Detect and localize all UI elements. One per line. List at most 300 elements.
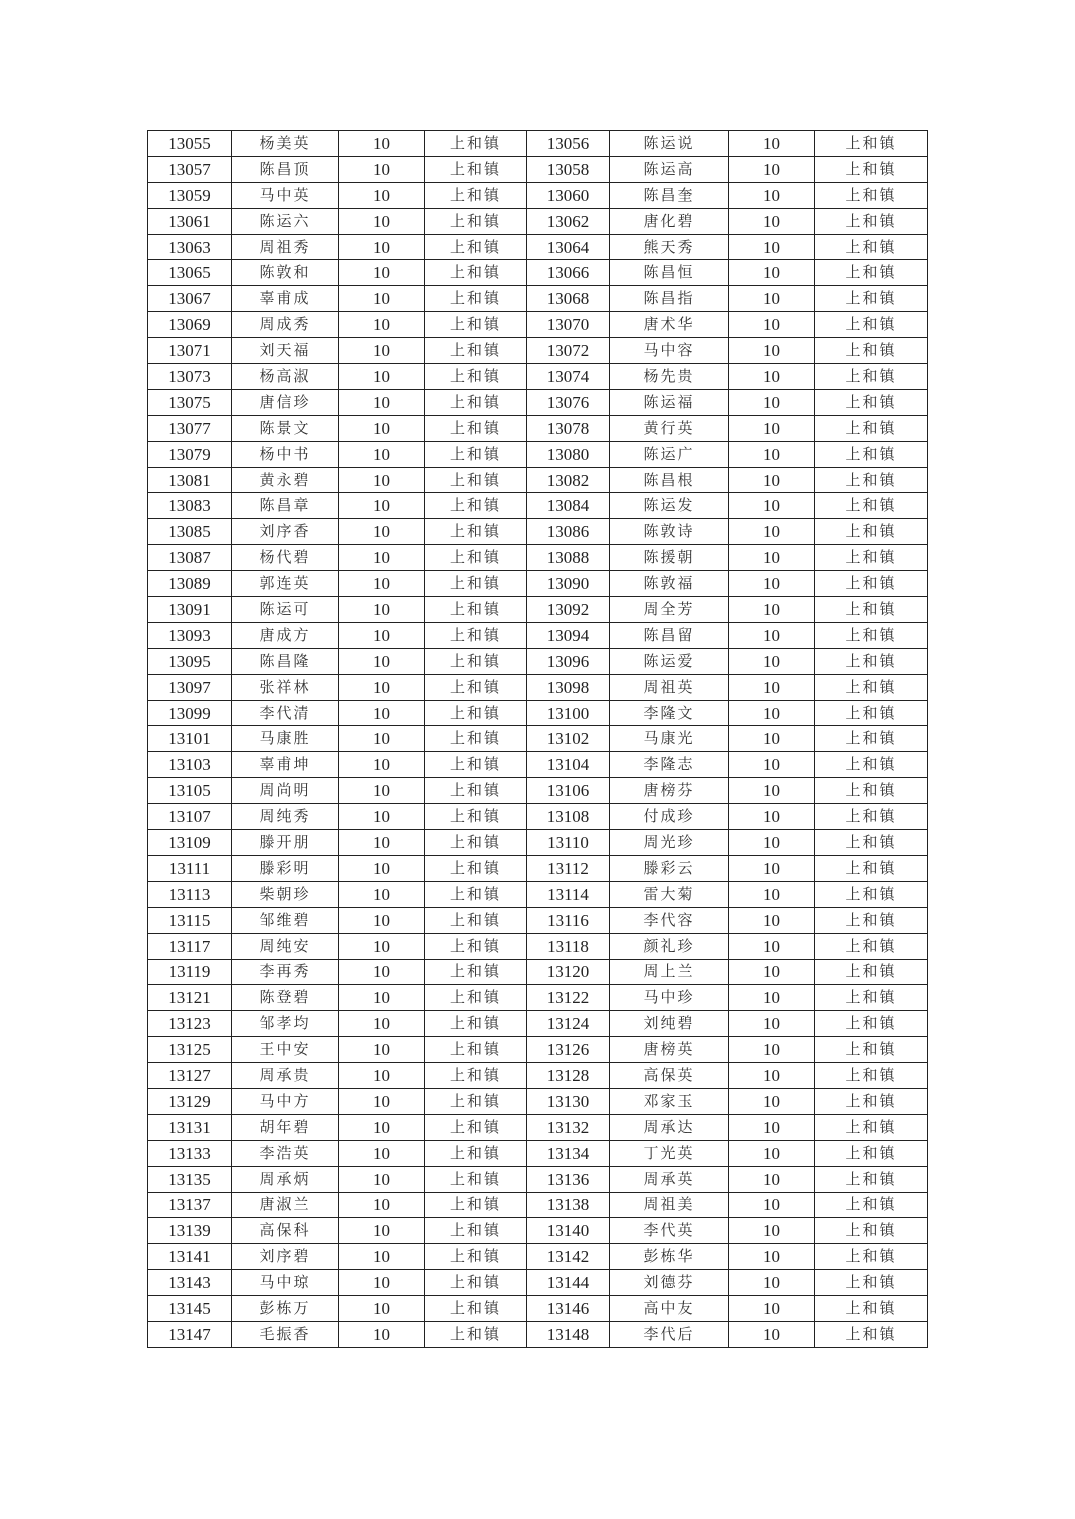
record-id-cell: 13124	[527, 1011, 610, 1037]
amount-cell: 10	[339, 312, 425, 338]
town-cell: 上和镇	[425, 1088, 527, 1114]
person-name-cell: 周成秀	[232, 312, 339, 338]
record-id-cell: 13137	[148, 1192, 232, 1218]
amount-cell: 10	[729, 131, 815, 157]
town-cell: 上和镇	[425, 1063, 527, 1089]
amount-cell: 10	[729, 182, 815, 208]
amount-cell: 10	[339, 286, 425, 312]
record-id-cell: 13128	[527, 1063, 610, 1089]
town-cell: 上和镇	[815, 260, 928, 286]
amount-cell: 10	[729, 493, 815, 519]
amount-cell: 10	[729, 286, 815, 312]
town-cell: 上和镇	[425, 804, 527, 830]
amount-cell: 10	[729, 959, 815, 985]
person-name-cell: 陈运广	[610, 441, 729, 467]
town-cell: 上和镇	[425, 855, 527, 881]
amount-cell: 10	[729, 364, 815, 390]
person-name-cell: 胡年碧	[232, 1114, 339, 1140]
person-name-cell: 马康光	[610, 726, 729, 752]
person-name-cell: 丁光英	[610, 1140, 729, 1166]
record-id-cell: 13078	[527, 415, 610, 441]
amount-cell: 10	[729, 1088, 815, 1114]
record-id-cell: 13111	[148, 855, 232, 881]
town-cell: 上和镇	[815, 389, 928, 415]
town-cell: 上和镇	[815, 959, 928, 985]
amount-cell: 10	[729, 648, 815, 674]
person-name-cell: 刘德芬	[610, 1270, 729, 1296]
person-name-cell: 刘序香	[232, 519, 339, 545]
amount-cell: 10	[339, 493, 425, 519]
person-name-cell: 唐榜英	[610, 1037, 729, 1063]
record-id-cell: 13105	[148, 778, 232, 804]
table-row	[148, 389, 928, 415]
person-name-cell: 柴朝珍	[232, 881, 339, 907]
amount-cell: 10	[729, 622, 815, 648]
table-row	[148, 131, 928, 157]
record-id-cell: 13108	[527, 804, 610, 830]
person-name-cell: 杨中书	[232, 441, 339, 467]
amount-cell: 10	[339, 1037, 425, 1063]
table-row	[148, 726, 928, 752]
table-row	[148, 260, 928, 286]
amount-cell: 10	[729, 519, 815, 545]
amount-cell: 10	[729, 571, 815, 597]
amount-cell: 10	[729, 1321, 815, 1347]
person-name-cell: 陈昌恒	[610, 260, 729, 286]
table-row	[148, 1011, 928, 1037]
person-name-cell: 李代容	[610, 907, 729, 933]
amount-cell: 10	[339, 260, 425, 286]
record-id-cell: 13125	[148, 1037, 232, 1063]
town-cell: 上和镇	[425, 933, 527, 959]
person-name-cell: 马中方	[232, 1088, 339, 1114]
person-name-cell: 周纯秀	[232, 804, 339, 830]
table-row	[148, 830, 928, 856]
person-name-cell: 王中安	[232, 1037, 339, 1063]
amount-cell: 10	[339, 364, 425, 390]
amount-cell: 10	[729, 1192, 815, 1218]
amount-cell: 10	[729, 597, 815, 623]
amount-cell: 10	[729, 1063, 815, 1089]
town-cell: 上和镇	[425, 312, 527, 338]
amount-cell: 10	[729, 1270, 815, 1296]
person-name-cell: 毛振香	[232, 1321, 339, 1347]
record-id-cell: 13080	[527, 441, 610, 467]
person-name-cell: 邹维碧	[232, 907, 339, 933]
town-cell: 上和镇	[425, 622, 527, 648]
table-row	[148, 208, 928, 234]
person-name-cell: 滕彩云	[610, 855, 729, 881]
person-name-cell: 陈援朝	[610, 545, 729, 571]
town-cell: 上和镇	[815, 597, 928, 623]
town-cell: 上和镇	[815, 648, 928, 674]
person-name-cell: 高保英	[610, 1063, 729, 1089]
town-cell: 上和镇	[815, 1296, 928, 1322]
record-id-cell: 13113	[148, 881, 232, 907]
person-name-cell: 陈敦福	[610, 571, 729, 597]
town-cell: 上和镇	[815, 208, 928, 234]
town-cell: 上和镇	[815, 1114, 928, 1140]
town-cell: 上和镇	[425, 182, 527, 208]
town-cell: 上和镇	[815, 519, 928, 545]
record-id-cell: 13133	[148, 1140, 232, 1166]
person-name-cell: 周纯安	[232, 933, 339, 959]
record-id-cell: 13141	[148, 1244, 232, 1270]
person-name-cell: 周全芳	[610, 597, 729, 623]
amount-cell: 10	[339, 1270, 425, 1296]
amount-cell: 10	[339, 1140, 425, 1166]
person-name-cell: 陈运发	[610, 493, 729, 519]
person-name-cell: 马中琼	[232, 1270, 339, 1296]
person-name-cell: 唐成方	[232, 622, 339, 648]
town-cell: 上和镇	[815, 752, 928, 778]
town-cell: 上和镇	[425, 1011, 527, 1037]
record-id-cell: 13060	[527, 182, 610, 208]
record-id-cell: 13097	[148, 674, 232, 700]
person-name-cell: 辜甫成	[232, 286, 339, 312]
table-row	[148, 493, 928, 519]
table-row	[148, 622, 928, 648]
record-id-cell: 13057	[148, 156, 232, 182]
record-id-cell: 13117	[148, 933, 232, 959]
person-name-cell: 陈敦和	[232, 260, 339, 286]
person-name-cell: 周祖美	[610, 1192, 729, 1218]
amount-cell: 10	[339, 830, 425, 856]
person-name-cell: 李隆文	[610, 700, 729, 726]
town-cell: 上和镇	[815, 804, 928, 830]
town-cell: 上和镇	[425, 1244, 527, 1270]
person-name-cell: 滕彩明	[232, 855, 339, 881]
record-id-cell: 13122	[527, 985, 610, 1011]
table-row	[148, 1166, 928, 1192]
town-cell: 上和镇	[815, 131, 928, 157]
person-name-cell: 付成珍	[610, 804, 729, 830]
person-name-cell: 陈运说	[610, 131, 729, 157]
table-row	[148, 286, 928, 312]
record-id-cell: 13140	[527, 1218, 610, 1244]
table-row	[148, 1218, 928, 1244]
roster-table	[147, 130, 928, 1348]
record-id-cell: 13062	[527, 208, 610, 234]
table-row	[148, 674, 928, 700]
table-row	[148, 597, 928, 623]
person-name-cell: 李代清	[232, 700, 339, 726]
person-name-cell: 黄行英	[610, 415, 729, 441]
town-cell: 上和镇	[425, 389, 527, 415]
amount-cell: 10	[339, 855, 425, 881]
table-row	[148, 1088, 928, 1114]
record-id-cell: 13063	[148, 234, 232, 260]
record-id-cell: 13086	[527, 519, 610, 545]
record-id-cell: 13102	[527, 726, 610, 752]
record-id-cell: 13129	[148, 1088, 232, 1114]
town-cell: 上和镇	[425, 726, 527, 752]
amount-cell: 10	[729, 752, 815, 778]
person-name-cell: 陈昌隆	[232, 648, 339, 674]
record-id-cell: 13068	[527, 286, 610, 312]
town-cell: 上和镇	[815, 182, 928, 208]
record-id-cell: 13098	[527, 674, 610, 700]
record-id-cell: 13069	[148, 312, 232, 338]
amount-cell: 10	[339, 1218, 425, 1244]
amount-cell: 10	[729, 338, 815, 364]
record-id-cell: 13079	[148, 441, 232, 467]
person-name-cell: 李代英	[610, 1218, 729, 1244]
town-cell: 上和镇	[815, 493, 928, 519]
record-id-cell: 13120	[527, 959, 610, 985]
amount-cell: 10	[339, 622, 425, 648]
town-cell: 上和镇	[425, 286, 527, 312]
person-name-cell: 周光珍	[610, 830, 729, 856]
amount-cell: 10	[729, 208, 815, 234]
person-name-cell: 陈登碧	[232, 985, 339, 1011]
table-row	[148, 338, 928, 364]
record-id-cell: 13082	[527, 467, 610, 493]
town-cell: 上和镇	[425, 208, 527, 234]
table-row	[148, 1192, 928, 1218]
amount-cell: 10	[729, 933, 815, 959]
person-name-cell: 李隆志	[610, 752, 729, 778]
record-id-cell: 13066	[527, 260, 610, 286]
record-id-cell: 13067	[148, 286, 232, 312]
table-row	[148, 985, 928, 1011]
amount-cell: 10	[339, 338, 425, 364]
record-id-cell: 13077	[148, 415, 232, 441]
town-cell: 上和镇	[425, 338, 527, 364]
amount-cell: 10	[339, 1321, 425, 1347]
record-id-cell: 13090	[527, 571, 610, 597]
record-id-cell: 13138	[527, 1192, 610, 1218]
amount-cell: 10	[339, 1011, 425, 1037]
amount-cell: 10	[339, 752, 425, 778]
person-name-cell: 杨先贵	[610, 364, 729, 390]
person-name-cell: 唐榜芬	[610, 778, 729, 804]
record-id-cell: 13070	[527, 312, 610, 338]
record-id-cell: 13088	[527, 545, 610, 571]
person-name-cell: 陈昌根	[610, 467, 729, 493]
record-id-cell: 13142	[527, 1244, 610, 1270]
record-id-cell: 13085	[148, 519, 232, 545]
person-name-cell: 陈运福	[610, 389, 729, 415]
town-cell: 上和镇	[425, 415, 527, 441]
amount-cell: 10	[729, 881, 815, 907]
record-id-cell: 13064	[527, 234, 610, 260]
town-cell: 上和镇	[425, 985, 527, 1011]
record-id-cell: 13145	[148, 1296, 232, 1322]
amount-cell: 10	[729, 156, 815, 182]
table-row	[148, 1063, 928, 1089]
town-cell: 上和镇	[425, 1218, 527, 1244]
town-cell: 上和镇	[815, 1037, 928, 1063]
amount-cell: 10	[729, 700, 815, 726]
amount-cell: 10	[339, 881, 425, 907]
record-id-cell: 13083	[148, 493, 232, 519]
record-id-cell: 13103	[148, 752, 232, 778]
record-id-cell: 13093	[148, 622, 232, 648]
table-row	[148, 441, 928, 467]
town-cell: 上和镇	[425, 1114, 527, 1140]
record-id-cell: 13076	[527, 389, 610, 415]
record-id-cell: 13065	[148, 260, 232, 286]
person-name-cell: 邓家玉	[610, 1088, 729, 1114]
table-row	[148, 1114, 928, 1140]
amount-cell: 10	[729, 415, 815, 441]
amount-cell: 10	[339, 571, 425, 597]
town-cell: 上和镇	[815, 1063, 928, 1089]
record-id-cell: 13134	[527, 1140, 610, 1166]
person-name-cell: 周承贵	[232, 1063, 339, 1089]
amount-cell: 10	[339, 131, 425, 157]
person-name-cell: 彭栋华	[610, 1244, 729, 1270]
person-name-cell: 陈景文	[232, 415, 339, 441]
roster-table-body	[148, 131, 928, 1348]
record-id-cell: 13115	[148, 907, 232, 933]
amount-cell: 10	[339, 959, 425, 985]
town-cell: 上和镇	[815, 1011, 928, 1037]
record-id-cell: 13144	[527, 1270, 610, 1296]
person-name-cell: 陈昌指	[610, 286, 729, 312]
town-cell: 上和镇	[425, 260, 527, 286]
record-id-cell: 13075	[148, 389, 232, 415]
record-id-cell: 13130	[527, 1088, 610, 1114]
record-id-cell: 13110	[527, 830, 610, 856]
amount-cell: 10	[729, 1037, 815, 1063]
person-name-cell: 唐术华	[610, 312, 729, 338]
record-id-cell: 13106	[527, 778, 610, 804]
record-id-cell: 13135	[148, 1166, 232, 1192]
person-name-cell: 高中友	[610, 1296, 729, 1322]
town-cell: 上和镇	[815, 700, 928, 726]
town-cell: 上和镇	[815, 467, 928, 493]
record-id-cell: 13072	[527, 338, 610, 364]
record-id-cell: 13119	[148, 959, 232, 985]
town-cell: 上和镇	[425, 545, 527, 571]
record-id-cell: 13121	[148, 985, 232, 1011]
town-cell: 上和镇	[815, 1270, 928, 1296]
person-name-cell: 唐化碧	[610, 208, 729, 234]
town-cell: 上和镇	[425, 364, 527, 390]
table-row	[148, 752, 928, 778]
table-row	[148, 312, 928, 338]
table-row	[148, 156, 928, 182]
amount-cell: 10	[729, 389, 815, 415]
town-cell: 上和镇	[425, 907, 527, 933]
town-cell: 上和镇	[425, 1037, 527, 1063]
record-id-cell: 13107	[148, 804, 232, 830]
town-cell: 上和镇	[815, 1166, 928, 1192]
town-cell: 上和镇	[815, 415, 928, 441]
table-row	[148, 855, 928, 881]
town-cell: 上和镇	[425, 959, 527, 985]
person-name-cell: 彭栋万	[232, 1296, 339, 1322]
record-id-cell: 13055	[148, 131, 232, 157]
person-name-cell: 周承英	[610, 1166, 729, 1192]
person-name-cell: 高保科	[232, 1218, 339, 1244]
town-cell: 上和镇	[425, 881, 527, 907]
amount-cell: 10	[339, 726, 425, 752]
person-name-cell: 滕开朋	[232, 830, 339, 856]
person-name-cell: 周上兰	[610, 959, 729, 985]
person-name-cell: 马中珍	[610, 985, 729, 1011]
amount-cell: 10	[339, 1244, 425, 1270]
person-name-cell: 唐信珍	[232, 389, 339, 415]
person-name-cell: 李再秀	[232, 959, 339, 985]
amount-cell: 10	[339, 648, 425, 674]
table-row	[148, 1270, 928, 1296]
record-id-cell: 13073	[148, 364, 232, 390]
amount-cell: 10	[729, 467, 815, 493]
amount-cell: 10	[339, 1063, 425, 1089]
amount-cell: 10	[729, 545, 815, 571]
person-name-cell: 颜礼珍	[610, 933, 729, 959]
amount-cell: 10	[339, 182, 425, 208]
town-cell: 上和镇	[425, 752, 527, 778]
record-id-cell: 13061	[148, 208, 232, 234]
town-cell: 上和镇	[425, 1166, 527, 1192]
town-cell: 上和镇	[815, 726, 928, 752]
record-id-cell: 13114	[527, 881, 610, 907]
town-cell: 上和镇	[425, 1270, 527, 1296]
record-id-cell: 13089	[148, 571, 232, 597]
amount-cell: 10	[339, 1166, 425, 1192]
record-id-cell: 13116	[527, 907, 610, 933]
record-id-cell: 13132	[527, 1114, 610, 1140]
town-cell: 上和镇	[425, 441, 527, 467]
record-id-cell: 13094	[527, 622, 610, 648]
person-name-cell: 陈运爱	[610, 648, 729, 674]
town-cell: 上和镇	[815, 1218, 928, 1244]
person-name-cell: 马中英	[232, 182, 339, 208]
record-id-cell: 13092	[527, 597, 610, 623]
amount-cell: 10	[729, 1244, 815, 1270]
record-id-cell: 13139	[148, 1218, 232, 1244]
amount-cell: 10	[339, 519, 425, 545]
amount-cell: 10	[339, 985, 425, 1011]
table-row	[148, 234, 928, 260]
record-id-cell: 13084	[527, 493, 610, 519]
record-id-cell: 13136	[527, 1166, 610, 1192]
town-cell: 上和镇	[815, 985, 928, 1011]
table-row	[148, 182, 928, 208]
town-cell: 上和镇	[815, 1321, 928, 1347]
amount-cell: 10	[339, 700, 425, 726]
person-name-cell: 周祖英	[610, 674, 729, 700]
person-name-cell: 邹孝均	[232, 1011, 339, 1037]
town-cell: 上和镇	[815, 881, 928, 907]
record-id-cell: 13146	[527, 1296, 610, 1322]
table-row	[148, 881, 928, 907]
amount-cell: 10	[729, 1296, 815, 1322]
person-name-cell: 刘天福	[232, 338, 339, 364]
record-id-cell: 13147	[148, 1321, 232, 1347]
amount-cell: 10	[339, 545, 425, 571]
person-name-cell: 周承达	[610, 1114, 729, 1140]
amount-cell: 10	[729, 1011, 815, 1037]
amount-cell: 10	[729, 441, 815, 467]
person-name-cell: 雷大菊	[610, 881, 729, 907]
amount-cell: 10	[729, 1140, 815, 1166]
town-cell: 上和镇	[815, 778, 928, 804]
town-cell: 上和镇	[425, 597, 527, 623]
person-name-cell: 周承炳	[232, 1166, 339, 1192]
record-id-cell: 13112	[527, 855, 610, 881]
record-id-cell: 13071	[148, 338, 232, 364]
town-cell: 上和镇	[425, 156, 527, 182]
town-cell: 上和镇	[815, 312, 928, 338]
town-cell: 上和镇	[815, 830, 928, 856]
town-cell: 上和镇	[815, 622, 928, 648]
person-name-cell: 杨美英	[232, 131, 339, 157]
